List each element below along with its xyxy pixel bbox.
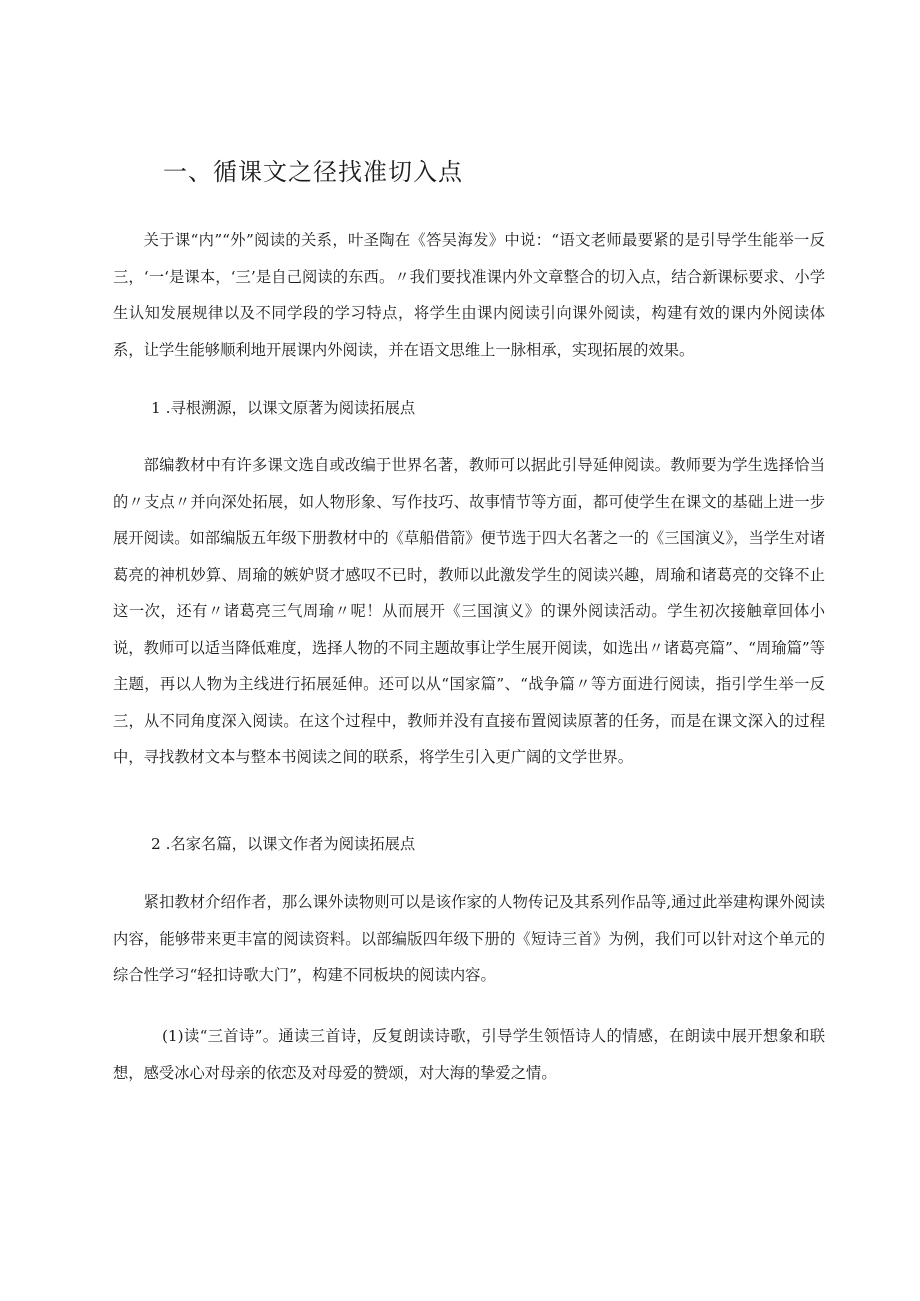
section-title: 一、循课文之径找准切入点: [163, 158, 463, 186]
subsection-2-item-1: (1)读“三首诗”。通读三首诗，反复朗读诗歌，引导学生领悟诗人的情感，在朗读中展开想象和联想，感受冰心对母亲的依恋及对母爱的赞颂，对大海的挚爱之情。: [113, 1027, 825, 1082]
subsection-1-paragraph: 部编教材中有许多课文选自或改编于世界名著，教师可以据此引导延伸阅读。教师要为学生选择恰当的〃支点〃并向深处拓展，如人物形象、写作技巧、故事情节等方面，都可使学生在课文的基础上进一步展开阅读。如部编版五年级下册教材中的《草船借箭》便节选于四大名著之一的《三国演义》，当学生对诸葛亮的神机妙算、周瑜的嫉妒贤才感叹不已时，教师以此激发学生的阅读兴趣，周瑜和诸葛亮的交锋不止这一次，还有〃诸葛亮三气周瑜〃呢！从而展开《三国演义》的课外阅读活动。学生初次接触章回体小说，教师可以适当降低难度，选择人物的不同主题故事让学生展开阅读，如选出〃诸葛亮篇”、“周瑜篇”等主题，再以人物为主线进行拓展延伸。还可以从“国家篇”、“战争篇〃等方面进行阅读，指引学生举一反三，从不同角度深入阅读。在这个过程中，教师并没有直接布置阅读原著的任务，而是在课文深入的过程中，寻找教材文本与整本书阅读之间的联系，将学生引入更广阔的文学世界。: [113, 456, 825, 766]
intro-paragraph: 关于课“内”“外”阅读的关系，叶圣陶在《答吴海发》中说：“语文老师最要紧的是引导学生能举一反三，‘一‘是课本，‘三’是自己阅读的东西。〃我们要找准课内外文章整合的切入点，结合新课标要求、小学生认知发展规律以及不同学段的学习特点，将学生由课内阅读引向课外阅读，构建有效的课内外阅读体系，让学生能够顺利地开展课内外阅读，并在语文思维上一脉相承，实现拓展的效果。: [113, 231, 825, 359]
subsection-1-heading: 1 .寻根溯源，以课文原著为阅读拓展点: [151, 399, 416, 417]
subsection-2-heading: 2 .名家名篇，以课文作者为阅读拓展点: [151, 835, 416, 853]
subsection-2-paragraph: 紧扣教材介绍作者，那么课外读物则可以是该作家的人物传记及其系列作品等,通过此举建构课外阅读内容，能够带来更丰富的阅读资料。以部编版四年级下册的《短诗三首》为例，我们可以针对这个单元的综合性学习“轻扣诗歌大门”，构建不同板块的阅读内容。: [113, 893, 825, 984]
